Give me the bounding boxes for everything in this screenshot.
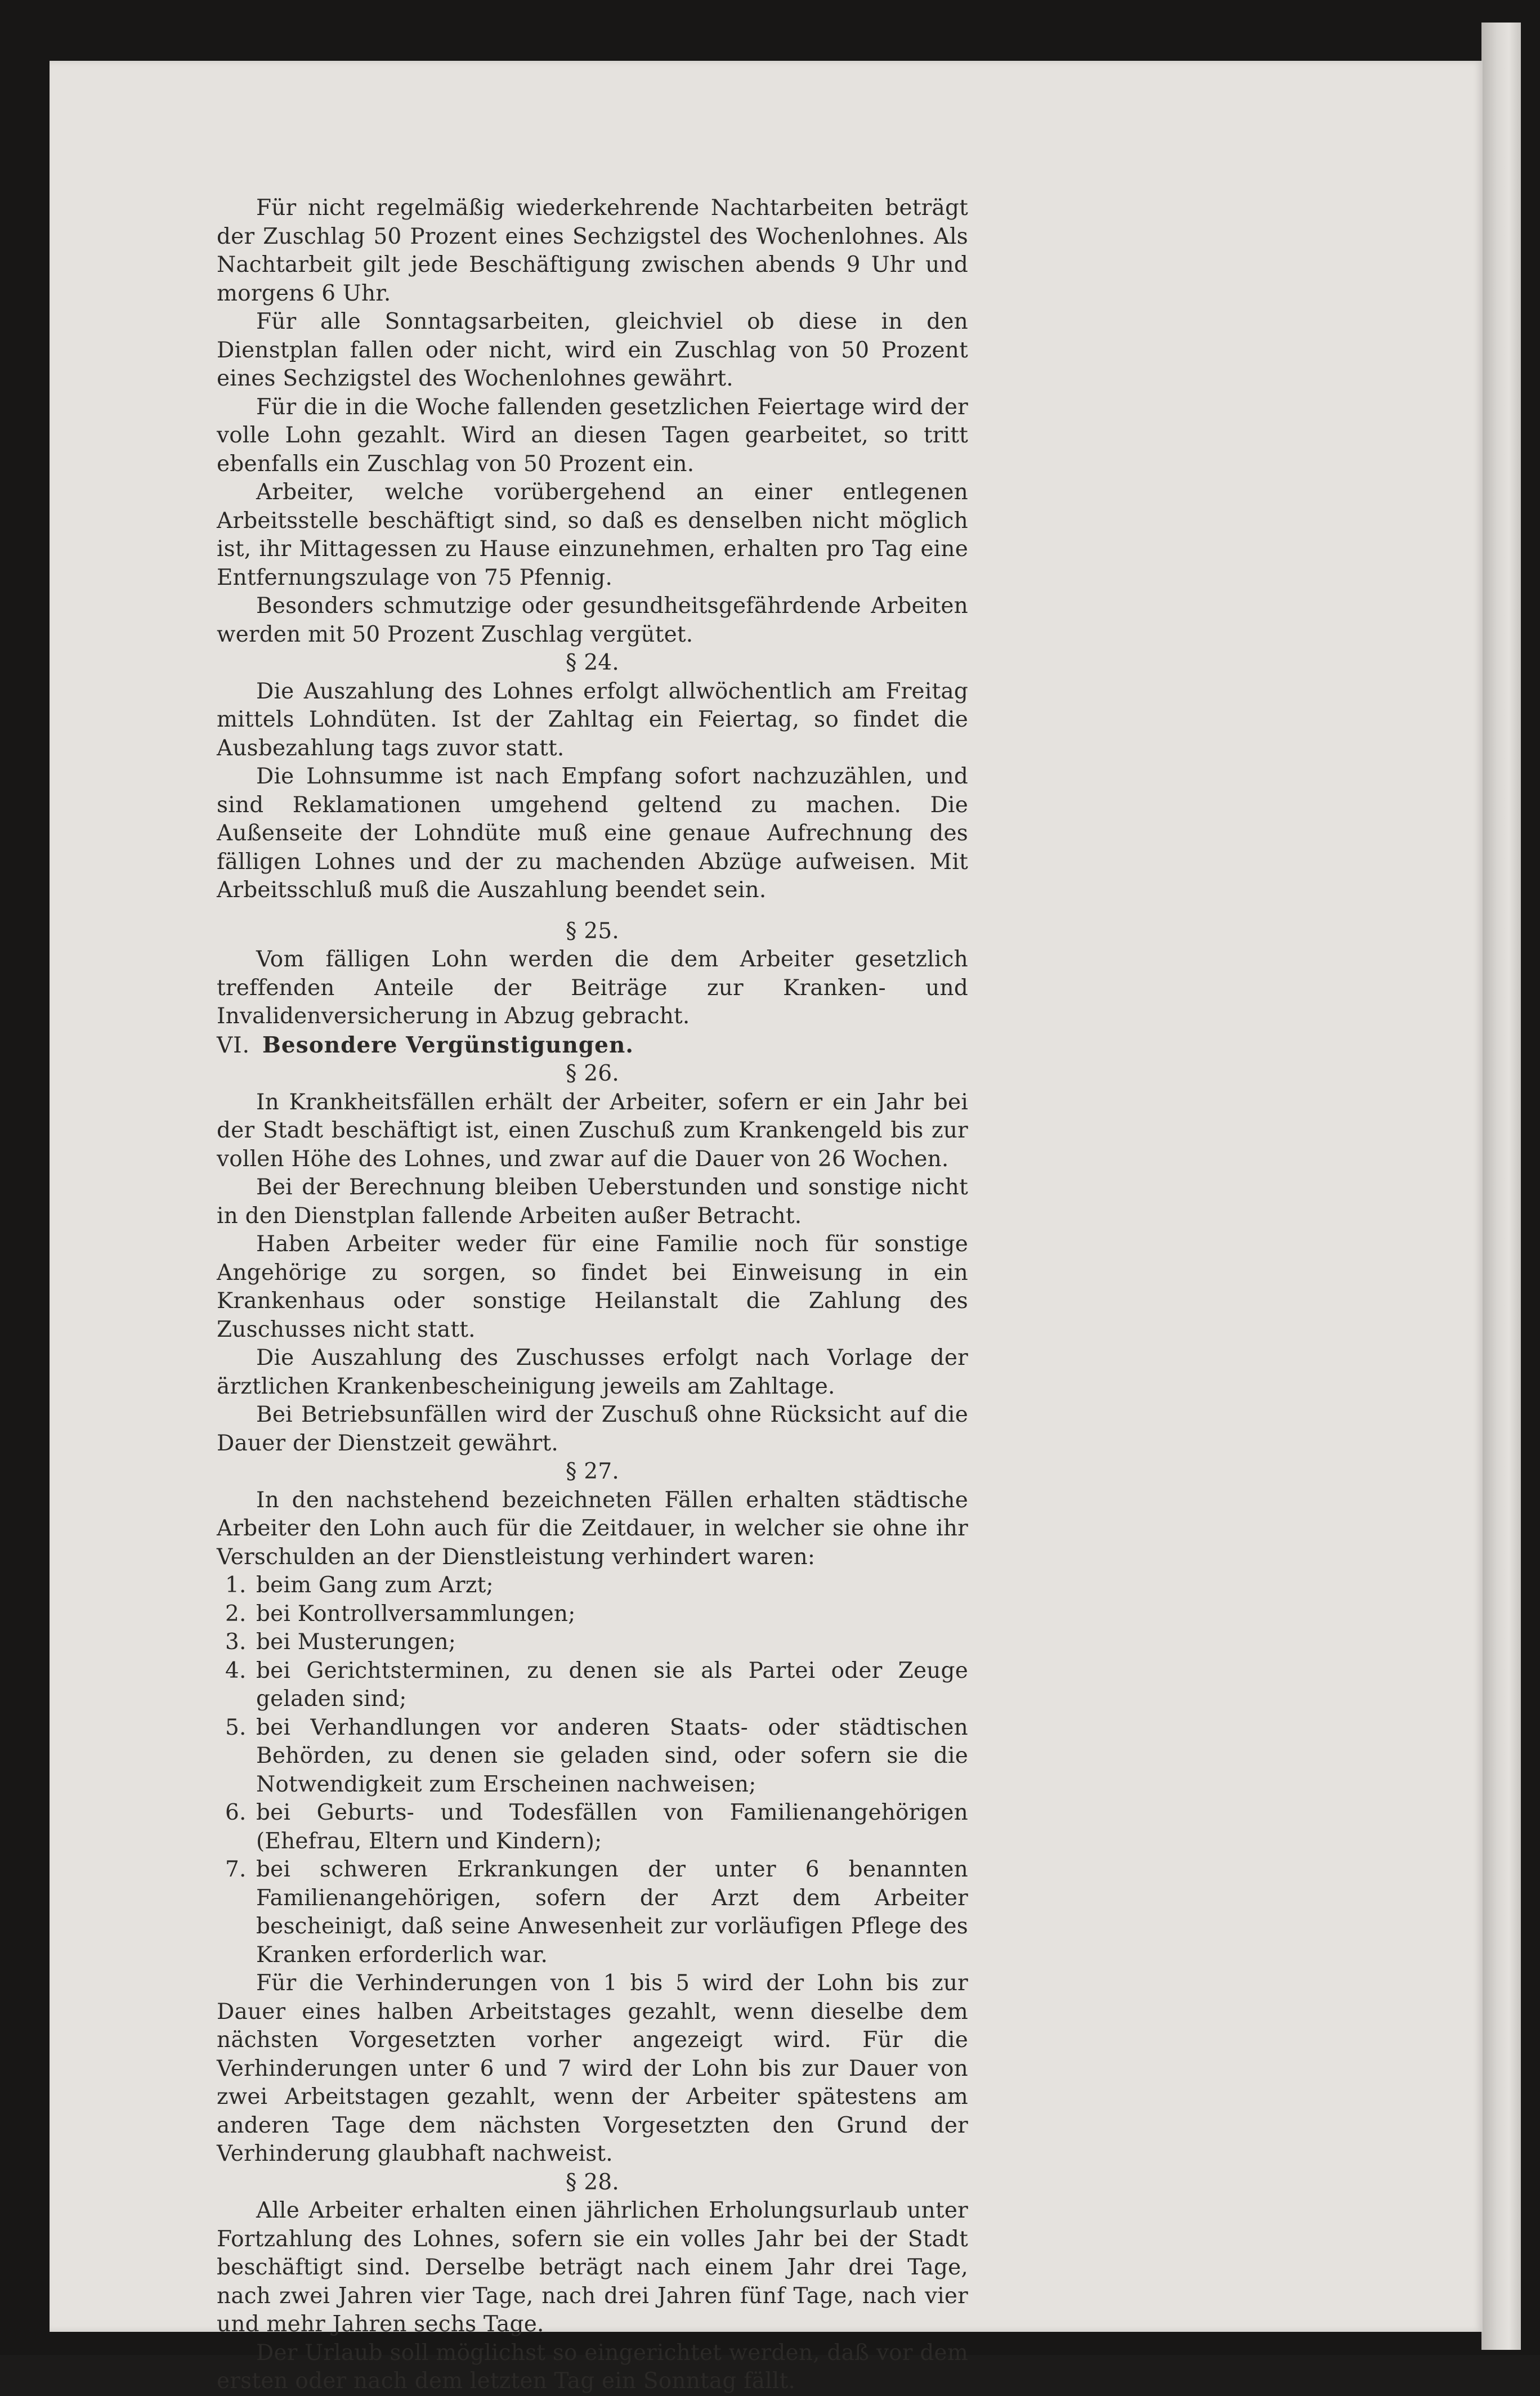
list-text: bei Verhandlungen vor anderen Staats- oder städtischen Behörden, zu denen sie geladen sind, oder sofern sie die Notwendigkeit zum Erscheinen nachweisen; [256, 1714, 968, 1797]
paragraph: Für alle Sonntagsarbeiten, gleichviel ob diese in den Dienstplan fallen oder nicht, wird ein Zuschlag von 50 Prozent eines Sechzigstel des Wochenlohnes gewährt. [217, 309, 968, 391]
list-number: 4. [225, 1658, 247, 1683]
list-number: 5. [225, 1714, 247, 1740]
list-item [217, 1628, 968, 1657]
chapter-number: VI. [217, 1032, 250, 1058]
section-title-26: § 26. [566, 1061, 619, 1086]
list-number: 6. [225, 1800, 247, 1825]
list-item [217, 1571, 968, 1600]
section-title-27: § 27. [566, 1459, 619, 1484]
numbered-list [217, 1571, 968, 1969]
list-number: 3. [225, 1629, 247, 1655]
section-title-25: § 25. [566, 918, 619, 944]
paragraph: Alle Arbeiter erhalten einen jährlichen Erholungsurlaub unter Fortzahlung des Lohnes, sofern sie ein volles Jahr bei der Stadt beschäftigt sind. Derselbe beträgt nach einem Jahr drei Tage, nach zwei Jahren vier Tage, nach drei Jahren fünf Tage, nach vier und mehr Jahren sechs Tage. [217, 2198, 968, 2337]
list-text: bei Musterungen; [256, 1629, 456, 1655]
paragraph: In den nachstehend bezeichneten Fällen erhalten städtische Arbeiter den Lohn auch für die Zeitdauer, in welcher sie ohne ihr Verschulden an der Dienstleistung verhindert waren: [217, 1487, 968, 1570]
paragraph: Besonders schmutzige oder gesundheitsgefährdende Arbeiten werden mit 50 Prozent Zuschlag vergütet. [217, 593, 968, 647]
list-number: 2. [225, 1601, 247, 1627]
list-item [217, 1600, 968, 1629]
paragraph: Arbeiter, welche vorübergehend an einer entlegenen Arbeitsstelle beschäftigt sind, so daß es denselben nicht möglich ist, ihr Mittagessen zu Hause einzunehmen, erhalten pro Tag eine Entfernungszulage von 75 Pfennig. [217, 480, 968, 590]
list-text: bei Gerichtsterminen, zu denen sie als Partei oder Zeuge geladen sind; [256, 1658, 968, 1712]
list-text: bei schweren Erkrankungen der unter 6 benannten Familienangehörigen, sofern der Arzt dem Arbeiter bescheinigt, daß seine Anwesenheit zur vorläufigen Pflege des Kranken erforderlich war. [256, 1857, 968, 1968]
paragraph: Der Urlaub soll möglichst so eingerichtet werden, daß vor dem ersten oder nach dem letzten Tag ein Sonntag fällt. [217, 2340, 968, 2394]
chapter-title: Besondere Vergünstigungen. [262, 1032, 634, 1058]
paragraph: Bei der Berechnung bleiben Ueberstunden und sonstige nicht in den Dienstplan fallende Arbeiten außer Betracht. [217, 1175, 968, 1229]
paragraph: Die Lohnsumme ist nach Empfang sofort nachzuzählen, und sind Reklamationen umgehend geltend zu machen. Die Außenseite der Lohndüte muß eine genaue Aufrechnung des fälligen Lohnes und der zu machenden Abzüge aufweisen. Mit Arbeitsschluß muß die Auszahlung beendet sein. [217, 764, 968, 903]
chapter-heading [217, 1031, 968, 1060]
paragraph: Für nicht regelmäßig wiederkehrende Nachtarbeiten beträgt der Zuschlag 50 Prozent eines Sechzigstel des Wochenlohnes. Als Nachtarbeit gilt jede Beschäftigung zwischen abends 9 Uhr und morgens 6 Uhr. [217, 195, 968, 306]
list-text: bei Kontrollversammlungen; [256, 1601, 576, 1627]
list-item [217, 1799, 968, 1856]
list-number: 7. [225, 1857, 247, 1882]
list-text: beim Gang zum Arzt; [256, 1573, 494, 1598]
next-page-edge [1481, 23, 1521, 2350]
paragraph: Für die Verhinderungen von 1 bis 5 wird der Lohn bis zur Dauer eines halben Arbeitstages gezahlt, wenn dieselbe dem nächsten Vorgesetzten vorher angezeigt wird. Für die Verhinderungen unter 6 und 7 wird der Lohn bis zur Dauer von zwei Arbeitstagen gezahlt, wenn der Arbeiter spätestens am anderen Tage dem nächsten Vorgesetzten den Grund der Verhinderung glaubhaft nachweist. [217, 1970, 968, 2166]
list-item [217, 1657, 968, 1714]
paragraph: In Krankheitsfällen erhält der Arbeiter, sofern er ein Jahr bei der Stadt beschäftigt ist, einen Zuschuß zum Krankengeld bis zur vollen Höhe des Lohnes, und zwar auf die Dauer von 26 Wochen. [217, 1089, 968, 1172]
list-number: 1. [225, 1573, 247, 1598]
paragraph: Die Auszahlung des Lohnes erfolgt allwöchentlich am Freitag mittels Lohndüten. Ist der Zahltag ein Feiertag, so findet die Ausbezahlung tags zuvor statt. [217, 678, 968, 761]
paragraph: Die Auszahlung des Zuschusses erfolgt nach Vorlage der ärztlichen Krankenbescheinigung jeweils am Zahltage. [217, 1345, 968, 1399]
section-title-24: § 24. [566, 650, 619, 675]
section-title-28: § 28. [566, 2169, 619, 2195]
paragraph: Haben Arbeiter weder für eine Familie noch für sonstige Angehörige zu sorgen, so findet bei Einweisung in ein Krankenhaus oder sonstige Heilanstalt die Zahlung des Zuschusses nicht statt. [217, 1231, 968, 1342]
list-item [217, 1856, 968, 1969]
paragraph: Für die in die Woche fallenden gesetzlichen Feiertage wird der volle Lohn gezahlt. Wird an diesen Tagen gearbeitet, so tritt ebenfalls ein Zuschlag von 50 Prozent ein. [217, 394, 968, 477]
document-text [217, 194, 968, 2396]
list-item [217, 1714, 968, 1799]
paragraph: Vom fälligen Lohn werden die dem Arbeiter gesetzlich treffenden Anteile der Beiträge zur Kranken- und Invalidenversicherung in Abzug gebracht. [217, 947, 968, 1029]
paragraph: Bei Betriebsunfällen wird der Zuschuß ohne Rücksicht auf die Dauer der Dienstzeit gewährt. [217, 1402, 968, 1456]
list-text: bei Geburts- und Todesfällen von Familienangehörigen (Ehefrau, Eltern und Kindern); [256, 1800, 968, 1854]
